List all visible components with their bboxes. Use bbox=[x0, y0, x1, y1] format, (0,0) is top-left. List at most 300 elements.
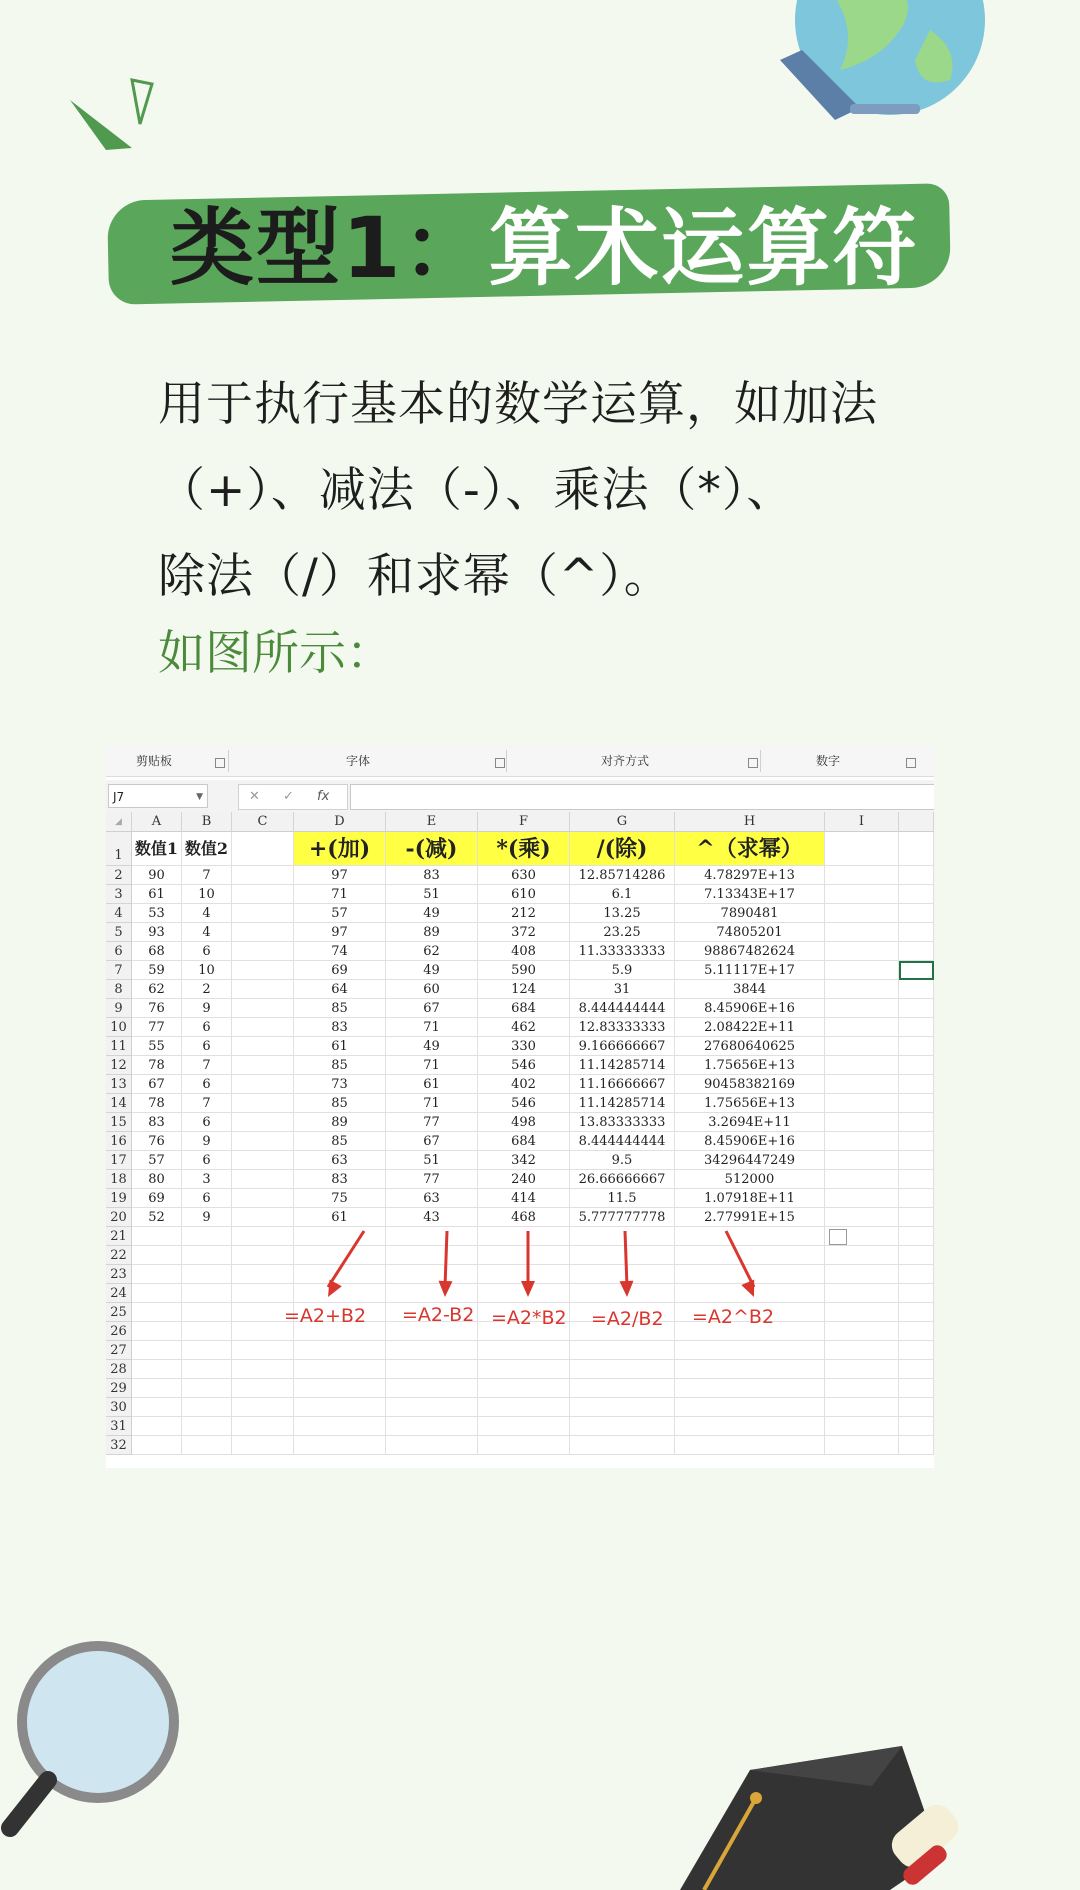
data-cell[interactable]: 684 bbox=[478, 1132, 570, 1151]
column-header-h[interactable]: H bbox=[675, 812, 825, 832]
data-cell[interactable]: 49 bbox=[386, 904, 478, 923]
data-cell[interactable]: 13.25 bbox=[570, 904, 675, 923]
cell[interactable] bbox=[232, 1379, 294, 1398]
data-cell[interactable] bbox=[825, 961, 899, 980]
data-cell[interactable]: 684 bbox=[478, 999, 570, 1018]
cell[interactable] bbox=[478, 1398, 570, 1417]
cell[interactable] bbox=[825, 1379, 899, 1398]
cell[interactable] bbox=[570, 1417, 675, 1436]
data-cell[interactable]: 60 bbox=[386, 980, 478, 999]
data-cell[interactable]: 3844 bbox=[675, 980, 825, 999]
data-cell[interactable]: 498 bbox=[478, 1113, 570, 1132]
data-cell[interactable]: 11.16666667 bbox=[570, 1075, 675, 1094]
data-cell[interactable] bbox=[825, 1018, 899, 1037]
data-cell[interactable]: 62 bbox=[132, 980, 182, 999]
function-icon[interactable]: fx bbox=[317, 789, 330, 804]
cell[interactable] bbox=[294, 1398, 386, 1417]
cell[interactable] bbox=[825, 1360, 899, 1379]
data-cell[interactable]: 6 bbox=[182, 1189, 232, 1208]
row-header[interactable]: 21 bbox=[106, 1227, 132, 1246]
column-header-d[interactable]: D bbox=[294, 812, 386, 832]
data-cell[interactable]: 83 bbox=[132, 1113, 182, 1132]
cell[interactable] bbox=[478, 1379, 570, 1398]
row-header[interactable]: 24 bbox=[106, 1284, 132, 1303]
ribbon-group-number[interactable]: 数字 bbox=[816, 754, 841, 768]
cell[interactable] bbox=[386, 1436, 478, 1455]
data-cell[interactable] bbox=[825, 1151, 899, 1170]
cell[interactable] bbox=[232, 832, 294, 866]
data-cell[interactable]: 408 bbox=[478, 942, 570, 961]
row-header[interactable]: 4 bbox=[106, 904, 132, 923]
header-cell[interactable]: ^（求幂） bbox=[675, 832, 825, 866]
data-cell[interactable] bbox=[825, 1094, 899, 1113]
data-cell[interactable] bbox=[825, 923, 899, 942]
row-header[interactable]: 8 bbox=[106, 980, 132, 999]
data-cell[interactable]: 98867482624 bbox=[675, 942, 825, 961]
row-header[interactable]: 19 bbox=[106, 1189, 132, 1208]
cell[interactable] bbox=[675, 1398, 825, 1417]
row-header[interactable]: 31 bbox=[106, 1417, 132, 1436]
cell[interactable] bbox=[182, 1417, 232, 1436]
data-cell[interactable] bbox=[825, 1208, 899, 1227]
cell[interactable] bbox=[232, 1360, 294, 1379]
cell[interactable] bbox=[899, 1170, 934, 1189]
cell[interactable] bbox=[899, 1151, 934, 1170]
data-cell[interactable] bbox=[232, 1056, 294, 1075]
data-cell[interactable]: 4.78297E+13 bbox=[675, 866, 825, 885]
data-cell[interactable]: 52 bbox=[132, 1208, 182, 1227]
data-cell[interactable]: 90458382169 bbox=[675, 1075, 825, 1094]
data-cell[interactable]: 3.2694E+11 bbox=[675, 1113, 825, 1132]
name-box[interactable]: J7 ▼ bbox=[108, 784, 208, 808]
data-cell[interactable]: 75 bbox=[294, 1189, 386, 1208]
data-cell[interactable]: 12.85714286 bbox=[570, 866, 675, 885]
cell[interactable] bbox=[899, 1360, 934, 1379]
data-cell[interactable]: 78 bbox=[132, 1056, 182, 1075]
data-cell[interactable]: 468 bbox=[478, 1208, 570, 1227]
data-cell[interactable] bbox=[232, 1132, 294, 1151]
data-cell[interactable]: 330 bbox=[478, 1037, 570, 1056]
dialog-launcher-icon[interactable] bbox=[748, 758, 758, 768]
header-cell[interactable]: -(减) bbox=[386, 832, 478, 866]
data-cell[interactable]: 7.13343E+17 bbox=[675, 885, 825, 904]
data-cell[interactable] bbox=[825, 885, 899, 904]
cell[interactable] bbox=[294, 1360, 386, 1379]
data-cell[interactable]: 414 bbox=[478, 1189, 570, 1208]
data-cell[interactable]: 6 bbox=[182, 1075, 232, 1094]
cell[interactable] bbox=[899, 904, 934, 923]
data-cell[interactable]: 512000 bbox=[675, 1170, 825, 1189]
cell[interactable] bbox=[825, 1398, 899, 1417]
data-cell[interactable]: 9 bbox=[182, 1132, 232, 1151]
data-cell[interactable]: 9 bbox=[182, 1208, 232, 1227]
column-header-a[interactable]: A bbox=[132, 812, 182, 832]
data-cell[interactable]: 6 bbox=[182, 1113, 232, 1132]
data-cell[interactable]: 8.45906E+16 bbox=[675, 999, 825, 1018]
cell[interactable] bbox=[232, 1417, 294, 1436]
cell[interactable] bbox=[294, 1417, 386, 1436]
cell[interactable] bbox=[899, 1379, 934, 1398]
cell[interactable] bbox=[899, 866, 934, 885]
cell[interactable] bbox=[899, 999, 934, 1018]
cell[interactable] bbox=[899, 1075, 934, 1094]
cell[interactable] bbox=[899, 1113, 934, 1132]
data-cell[interactable]: 69 bbox=[132, 1189, 182, 1208]
data-cell[interactable]: 8.444444444 bbox=[570, 999, 675, 1018]
data-cell[interactable]: 89 bbox=[386, 923, 478, 942]
row-header[interactable]: 3 bbox=[106, 885, 132, 904]
cell[interactable] bbox=[182, 1360, 232, 1379]
data-cell[interactable]: 76 bbox=[132, 999, 182, 1018]
data-cell[interactable]: 546 bbox=[478, 1056, 570, 1075]
data-cell[interactable]: 590 bbox=[478, 961, 570, 980]
column-header-c[interactable]: C bbox=[232, 812, 294, 832]
data-cell[interactable] bbox=[825, 866, 899, 885]
data-cell[interactable] bbox=[825, 999, 899, 1018]
data-cell[interactable]: 7 bbox=[182, 1094, 232, 1113]
data-cell[interactable]: 9.5 bbox=[570, 1151, 675, 1170]
data-cell[interactable]: 51 bbox=[386, 885, 478, 904]
cell[interactable] bbox=[386, 1417, 478, 1436]
data-cell[interactable]: 74805201 bbox=[675, 923, 825, 942]
data-cell[interactable]: 402 bbox=[478, 1075, 570, 1094]
cell[interactable] bbox=[570, 1379, 675, 1398]
data-cell[interactable]: 83 bbox=[294, 1018, 386, 1037]
row-header[interactable]: 16 bbox=[106, 1132, 132, 1151]
data-cell[interactable]: 1.75656E+13 bbox=[675, 1056, 825, 1075]
data-cell[interactable] bbox=[825, 942, 899, 961]
row-header[interactable]: 26 bbox=[106, 1322, 132, 1341]
ribbon-group-clipboard[interactable]: 剪贴板 bbox=[136, 754, 173, 768]
cell[interactable] bbox=[899, 942, 934, 961]
cell[interactable] bbox=[386, 1379, 478, 1398]
cell[interactable] bbox=[386, 1398, 478, 1417]
cancel-icon[interactable]: ✕ bbox=[249, 789, 260, 804]
data-cell[interactable]: 11.5 bbox=[570, 1189, 675, 1208]
data-cell[interactable] bbox=[825, 1132, 899, 1151]
data-cell[interactable]: 3 bbox=[182, 1170, 232, 1189]
cell[interactable] bbox=[899, 980, 934, 999]
cell[interactable] bbox=[132, 1436, 182, 1455]
data-cell[interactable]: 64 bbox=[294, 980, 386, 999]
data-cell[interactable]: 90 bbox=[132, 866, 182, 885]
data-cell[interactable]: 67 bbox=[386, 999, 478, 1018]
data-cell[interactable]: 10 bbox=[182, 961, 232, 980]
data-cell[interactable]: 85 bbox=[294, 1094, 386, 1113]
data-cell[interactable]: 69 bbox=[294, 961, 386, 980]
cell[interactable] bbox=[478, 1360, 570, 1379]
cell[interactable] bbox=[899, 1398, 934, 1417]
data-cell[interactable]: 71 bbox=[386, 1056, 478, 1075]
data-cell[interactable]: 8.45906E+16 bbox=[675, 1132, 825, 1151]
data-cell[interactable] bbox=[232, 1208, 294, 1227]
cell[interactable] bbox=[825, 832, 899, 866]
cell[interactable] bbox=[899, 1132, 934, 1151]
row-header[interactable]: 18 bbox=[106, 1170, 132, 1189]
row-header[interactable]: 13 bbox=[106, 1075, 132, 1094]
data-cell[interactable]: 5.777777778 bbox=[570, 1208, 675, 1227]
data-cell[interactable]: 55 bbox=[132, 1037, 182, 1056]
row-header[interactable]: 9 bbox=[106, 999, 132, 1018]
data-cell[interactable]: 2 bbox=[182, 980, 232, 999]
data-cell[interactable]: 43 bbox=[386, 1208, 478, 1227]
row-header[interactable]: 28 bbox=[106, 1360, 132, 1379]
chevron-down-icon[interactable]: ▼ bbox=[196, 792, 203, 802]
data-cell[interactable]: 6 bbox=[182, 1037, 232, 1056]
data-cell[interactable]: 62 bbox=[386, 942, 478, 961]
data-cell[interactable] bbox=[232, 1113, 294, 1132]
cell[interactable] bbox=[294, 1379, 386, 1398]
data-cell[interactable] bbox=[825, 980, 899, 999]
row-header[interactable]: 17 bbox=[106, 1151, 132, 1170]
row-header[interactable]: 1 bbox=[106, 832, 132, 866]
data-cell[interactable]: 59 bbox=[132, 961, 182, 980]
data-cell[interactable]: 53 bbox=[132, 904, 182, 923]
data-cell[interactable]: 13.83333333 bbox=[570, 1113, 675, 1132]
data-cell[interactable]: 630 bbox=[478, 866, 570, 885]
header-cell[interactable]: 数值1 bbox=[132, 832, 182, 866]
cell[interactable] bbox=[899, 1094, 934, 1113]
cell[interactable] bbox=[132, 1417, 182, 1436]
data-cell[interactable] bbox=[232, 942, 294, 961]
dialog-launcher-icon[interactable] bbox=[215, 758, 225, 768]
dialog-launcher-icon[interactable] bbox=[906, 758, 916, 768]
cell[interactable] bbox=[899, 1417, 934, 1436]
data-cell[interactable]: 11.33333333 bbox=[570, 942, 675, 961]
cell[interactable] bbox=[675, 1360, 825, 1379]
data-cell[interactable]: 240 bbox=[478, 1170, 570, 1189]
data-cell[interactable]: 212 bbox=[478, 904, 570, 923]
data-cell[interactable]: 71 bbox=[386, 1018, 478, 1037]
data-cell[interactable]: 77 bbox=[386, 1170, 478, 1189]
data-cell[interactable]: 1.07918E+11 bbox=[675, 1189, 825, 1208]
data-cell[interactable]: 63 bbox=[294, 1151, 386, 1170]
data-cell[interactable]: 2.77991E+15 bbox=[675, 1208, 825, 1227]
cell[interactable] bbox=[825, 1436, 899, 1455]
data-cell[interactable] bbox=[825, 1037, 899, 1056]
column-header-g[interactable]: G bbox=[570, 812, 675, 832]
cell[interactable] bbox=[675, 1436, 825, 1455]
data-cell[interactable]: 7 bbox=[182, 1056, 232, 1075]
data-cell[interactable]: 31 bbox=[570, 980, 675, 999]
row-header[interactable]: 2 bbox=[106, 866, 132, 885]
data-cell[interactable]: 61 bbox=[132, 885, 182, 904]
data-cell[interactable] bbox=[232, 1094, 294, 1113]
data-cell[interactable] bbox=[232, 923, 294, 942]
cell[interactable] bbox=[386, 1360, 478, 1379]
data-cell[interactable]: 27680640625 bbox=[675, 1037, 825, 1056]
row-header[interactable]: 25 bbox=[106, 1303, 132, 1322]
data-cell[interactable]: 93 bbox=[132, 923, 182, 942]
data-cell[interactable] bbox=[825, 904, 899, 923]
data-cell[interactable]: 7 bbox=[182, 866, 232, 885]
data-cell[interactable]: 610 bbox=[478, 885, 570, 904]
data-cell[interactable] bbox=[232, 1189, 294, 1208]
data-cell[interactable]: 67 bbox=[132, 1075, 182, 1094]
row-header[interactable]: 11 bbox=[106, 1037, 132, 1056]
row-header[interactable]: 15 bbox=[106, 1113, 132, 1132]
cell[interactable] bbox=[132, 1398, 182, 1417]
data-cell[interactable] bbox=[232, 1151, 294, 1170]
data-cell[interactable]: 71 bbox=[294, 885, 386, 904]
data-cell[interactable] bbox=[232, 1075, 294, 1094]
column-header-e[interactable]: E bbox=[386, 812, 478, 832]
data-cell[interactable]: 73 bbox=[294, 1075, 386, 1094]
column-header[interactable] bbox=[899, 812, 934, 832]
row-header[interactable]: 32 bbox=[106, 1436, 132, 1455]
ribbon-group-font[interactable]: 字体 bbox=[346, 754, 371, 768]
cell[interactable] bbox=[675, 1379, 825, 1398]
data-cell[interactable]: 89 bbox=[294, 1113, 386, 1132]
cell[interactable] bbox=[182, 1398, 232, 1417]
row-header[interactable]: 5 bbox=[106, 923, 132, 942]
data-cell[interactable]: 83 bbox=[386, 866, 478, 885]
data-cell[interactable] bbox=[232, 1037, 294, 1056]
data-cell[interactable]: 61 bbox=[294, 1037, 386, 1056]
row-header[interactable]: 22 bbox=[106, 1246, 132, 1265]
data-cell[interactable]: 49 bbox=[386, 961, 478, 980]
data-cell[interactable]: 8.444444444 bbox=[570, 1132, 675, 1151]
data-cell[interactable]: 9.166666667 bbox=[570, 1037, 675, 1056]
data-cell[interactable]: 5.9 bbox=[570, 961, 675, 980]
data-cell[interactable]: 34296447249 bbox=[675, 1151, 825, 1170]
data-cell[interactable]: 12.83333333 bbox=[570, 1018, 675, 1037]
data-cell[interactable]: 57 bbox=[132, 1151, 182, 1170]
data-cell[interactable]: 11.14285714 bbox=[570, 1056, 675, 1075]
data-cell[interactable] bbox=[825, 1189, 899, 1208]
data-cell[interactable]: 372 bbox=[478, 923, 570, 942]
data-cell[interactable]: 80 bbox=[132, 1170, 182, 1189]
cell[interactable] bbox=[899, 1018, 934, 1037]
data-cell[interactable]: 11.14285714 bbox=[570, 1094, 675, 1113]
data-cell[interactable]: 67 bbox=[386, 1132, 478, 1151]
row-header[interactable]: 6 bbox=[106, 942, 132, 961]
data-cell[interactable]: 1.75656E+13 bbox=[675, 1094, 825, 1113]
data-cell[interactable]: 462 bbox=[478, 1018, 570, 1037]
header-cell[interactable]: 数值2 bbox=[182, 832, 232, 866]
cell[interactable] bbox=[825, 1417, 899, 1436]
cell[interactable] bbox=[675, 1417, 825, 1436]
data-cell[interactable] bbox=[232, 999, 294, 1018]
cell[interactable] bbox=[294, 1436, 386, 1455]
data-cell[interactable] bbox=[232, 1018, 294, 1037]
data-cell[interactable]: 97 bbox=[294, 923, 386, 942]
row-header[interactable]: 14 bbox=[106, 1094, 132, 1113]
data-cell[interactable]: 10 bbox=[182, 885, 232, 904]
cell[interactable] bbox=[232, 1436, 294, 1455]
data-cell[interactable]: 2.08422E+11 bbox=[675, 1018, 825, 1037]
data-cell[interactable]: 78 bbox=[132, 1094, 182, 1113]
data-cell[interactable]: 76 bbox=[132, 1132, 182, 1151]
header-cell[interactable]: /(除) bbox=[570, 832, 675, 866]
data-cell[interactable]: 6 bbox=[182, 942, 232, 961]
data-cell[interactable]: 83 bbox=[294, 1170, 386, 1189]
cell[interactable] bbox=[132, 1360, 182, 1379]
cell[interactable] bbox=[478, 1436, 570, 1455]
confirm-icon[interactable]: ✓ bbox=[283, 789, 294, 804]
row-header[interactable]: 29 bbox=[106, 1379, 132, 1398]
column-header-f[interactable]: F bbox=[478, 812, 570, 832]
data-cell[interactable]: 6 bbox=[182, 1151, 232, 1170]
ribbon-group-alignment[interactable]: 对齐方式 bbox=[601, 754, 650, 768]
data-cell[interactable]: 77 bbox=[386, 1113, 478, 1132]
cell[interactable] bbox=[899, 1436, 934, 1455]
data-cell[interactable]: 342 bbox=[478, 1151, 570, 1170]
cell[interactable] bbox=[899, 1037, 934, 1056]
cell[interactable] bbox=[899, 1189, 934, 1208]
data-cell[interactable]: 9 bbox=[182, 999, 232, 1018]
data-cell[interactable]: 85 bbox=[294, 1056, 386, 1075]
data-cell[interactable] bbox=[232, 961, 294, 980]
row-header[interactable]: 7 bbox=[106, 961, 132, 980]
data-cell[interactable] bbox=[232, 866, 294, 885]
data-cell[interactable]: 68 bbox=[132, 942, 182, 961]
data-cell[interactable]: 4 bbox=[182, 904, 232, 923]
data-cell[interactable]: 49 bbox=[386, 1037, 478, 1056]
data-cell[interactable] bbox=[232, 980, 294, 999]
data-cell[interactable]: 57 bbox=[294, 904, 386, 923]
cell[interactable] bbox=[899, 1056, 934, 1075]
data-cell[interactable]: 74 bbox=[294, 942, 386, 961]
cell[interactable] bbox=[182, 1379, 232, 1398]
cell[interactable] bbox=[899, 1208, 934, 1227]
data-cell[interactable]: 7890481 bbox=[675, 904, 825, 923]
column-header-i[interactable]: I bbox=[825, 812, 899, 832]
cell[interactable] bbox=[899, 832, 934, 866]
data-cell[interactable]: 546 bbox=[478, 1094, 570, 1113]
row-header[interactable]: 30 bbox=[106, 1398, 132, 1417]
header-cell[interactable]: +(加) bbox=[294, 832, 386, 866]
cell[interactable] bbox=[570, 1436, 675, 1455]
data-cell[interactable] bbox=[232, 1170, 294, 1189]
cell[interactable] bbox=[232, 1398, 294, 1417]
data-cell[interactable]: 26.66666667 bbox=[570, 1170, 675, 1189]
row-header[interactable]: 27 bbox=[106, 1341, 132, 1360]
cell[interactable] bbox=[899, 885, 934, 904]
select-all-corner[interactable]: ◢ bbox=[106, 812, 132, 832]
dialog-launcher-icon[interactable] bbox=[495, 758, 505, 768]
row-header[interactable]: 12 bbox=[106, 1056, 132, 1075]
cell[interactable] bbox=[570, 1398, 675, 1417]
formula-input[interactable] bbox=[350, 784, 934, 810]
cell[interactable] bbox=[570, 1360, 675, 1379]
cell[interactable] bbox=[899, 923, 934, 942]
data-cell[interactable]: 124 bbox=[478, 980, 570, 999]
cell[interactable] bbox=[182, 1436, 232, 1455]
data-cell[interactable]: 6 bbox=[182, 1018, 232, 1037]
cell[interactable] bbox=[132, 1379, 182, 1398]
data-cell[interactable]: 61 bbox=[386, 1075, 478, 1094]
data-cell[interactable] bbox=[232, 885, 294, 904]
cell[interactable] bbox=[478, 1417, 570, 1436]
data-cell[interactable] bbox=[825, 1170, 899, 1189]
column-header-b[interactable]: B bbox=[182, 812, 232, 832]
data-cell[interactable] bbox=[825, 1113, 899, 1132]
data-cell[interactable]: 61 bbox=[294, 1208, 386, 1227]
data-cell[interactable]: 97 bbox=[294, 866, 386, 885]
row-header[interactable]: 10 bbox=[106, 1018, 132, 1037]
data-cell[interactable] bbox=[825, 1056, 899, 1075]
data-cell[interactable]: 85 bbox=[294, 999, 386, 1018]
data-cell[interactable]: 23.25 bbox=[570, 923, 675, 942]
data-cell[interactable]: 6.1 bbox=[570, 885, 675, 904]
data-cell[interactable]: 5.11117E+17 bbox=[675, 961, 825, 980]
header-cell[interactable]: *(乘) bbox=[478, 832, 570, 866]
data-cell[interactable]: 4 bbox=[182, 923, 232, 942]
data-cell[interactable] bbox=[825, 1075, 899, 1094]
row-header[interactable]: 23 bbox=[106, 1265, 132, 1284]
data-cell[interactable]: 85 bbox=[294, 1132, 386, 1151]
